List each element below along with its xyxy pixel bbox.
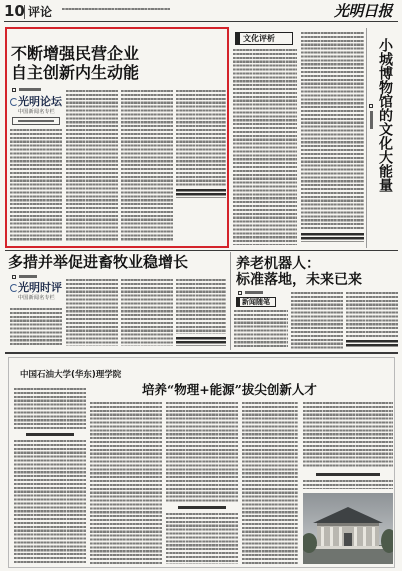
column-logo-swirl-icon [10, 98, 18, 106]
livestock-article-text-column-3 [121, 279, 173, 346]
advertorial-text-column-3 [166, 513, 238, 564]
advertorial-text-column-5 [303, 402, 393, 468]
news-essay-tag-label: 新闻随笔 [242, 298, 270, 306]
column-logo-block [10, 282, 62, 306]
column-logo-subtitle: 中国新闻名专栏 [18, 295, 56, 301]
robot-article-title-line-2: 标准落地，未来已来 [236, 272, 362, 288]
masthead-rule [4, 21, 398, 22]
advertorial-subheading [178, 506, 226, 509]
culture-column-tag-label: 文化评析 [243, 34, 275, 43]
culture-article-author-note [301, 233, 364, 242]
lead-article-text-column-3 [121, 90, 173, 242]
lead-article-byline [19, 88, 41, 91]
livestock-article-text-column-4 [176, 279, 226, 334]
livestock-article-author-note [176, 337, 226, 346]
column-divider [366, 28, 367, 248]
column-logo-swirl-icon [10, 284, 18, 292]
tag-mark-icon [236, 33, 240, 44]
advertorial-text-column-5 [303, 480, 393, 489]
robot-article-text-column-1 [234, 310, 288, 349]
section-name: 评论 [24, 5, 52, 19]
advertorial-subheading [316, 473, 380, 476]
museum-article-title: 小城博物馆的文化大能量 [377, 38, 393, 192]
lead-article-text-column-1 [10, 129, 62, 242]
advertorial-headline: 培养“物理+能源”拔尖创新人才 [142, 382, 317, 397]
byline-square-icon [238, 291, 242, 295]
lead-article-title-line-1: 不断增强民营企业 [11, 44, 140, 63]
livestock-article-text-column-1 [10, 308, 62, 346]
section-rule [5, 352, 398, 354]
advertorial-text-column-1 [14, 440, 86, 564]
lead-article-text-column-2 [66, 90, 118, 242]
lead-article-title-line-2: 自主创新内生动能 [11, 63, 140, 82]
page-number: 10 [4, 2, 25, 20]
advertorial-text-column-4 [242, 402, 298, 564]
lead-article-author-note [176, 189, 226, 198]
column-divider [230, 252, 231, 350]
robot-article-text-column-2 [291, 292, 343, 349]
column-logo-theme-box [12, 117, 60, 125]
robot-article-author-note [346, 340, 398, 348]
dateline-text [62, 8, 170, 12]
livestock-article-text-column-2 [66, 279, 118, 346]
byline-square-icon [12, 275, 16, 279]
lead-article-text-column-4 [176, 90, 226, 186]
livestock-article-byline [19, 275, 37, 278]
column-logo-subtitle: 中国新闻名专栏 [18, 109, 56, 115]
news-essay-tag [236, 297, 276, 307]
advertorial-text-column-1 [14, 388, 86, 429]
robot-article-byline [245, 291, 263, 294]
museum-article-byline [370, 111, 373, 129]
column-logo-title: 光明时评 [18, 281, 62, 294]
column-logo-theme-text [18, 120, 54, 122]
culture-article-text-column-2 [301, 32, 364, 230]
section-rule [5, 250, 398, 251]
livestock-article-title: 多措并举促进畜牧业稳增长 [8, 253, 189, 271]
tag-mark-icon [237, 298, 240, 306]
advertorial-text-column-2 [90, 402, 162, 564]
advertorial-subheading [26, 433, 74, 436]
byline-square-icon [12, 88, 16, 92]
advertorial-text-column-3 [166, 402, 238, 502]
byline-square-icon [369, 104, 373, 108]
column-logo-block [10, 96, 62, 126]
campus-building-photo [303, 493, 393, 564]
culture-article-text-column-1 [233, 49, 297, 245]
newspaper-logo: 光明日报 [334, 2, 393, 20]
advertorial-sponsor: 中国石油大学(华东)理学院 [20, 370, 122, 380]
robot-article-text-column-3 [346, 292, 398, 338]
column-logo-title: 光明论坛 [18, 95, 62, 108]
culture-column-tag [235, 32, 293, 45]
robot-article-title-line-1: 养老机器人： [236, 256, 320, 272]
